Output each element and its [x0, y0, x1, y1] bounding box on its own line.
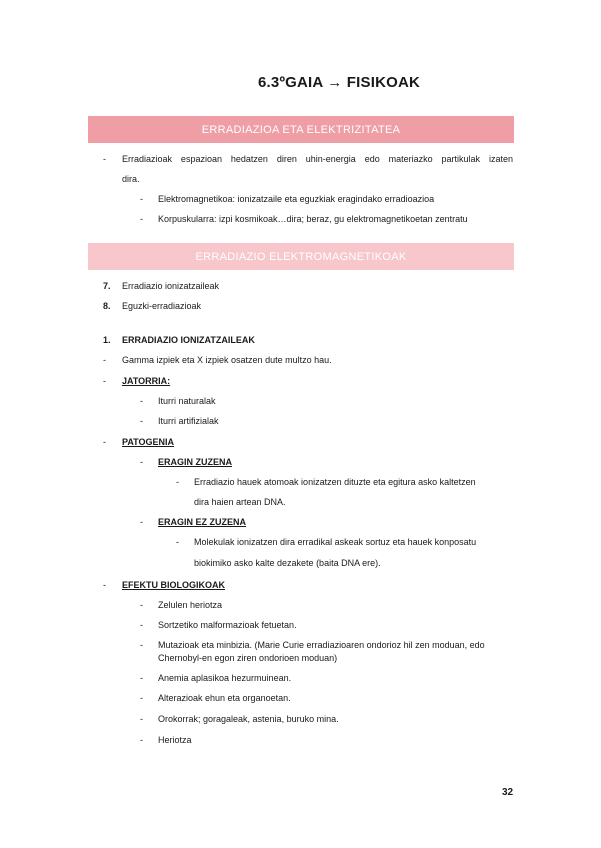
bullet-dash: -: [140, 214, 143, 224]
sub-item-korpuskularra: Korpuskularra: izpi kosmikoak…dira; beraz, gu elektromagnetikoetan zentratu: [158, 214, 468, 224]
efektu-heading: EFEKTU BIOLOGIKOAK: [122, 580, 225, 590]
section-heading-text: ERRADIAZIO ELEKTROMAGNETIKOAK: [195, 250, 407, 263]
jatorria-item: Iturri artifizialak: [158, 416, 219, 426]
bullet-dash: -: [103, 580, 106, 590]
bullet-dash: -: [103, 355, 106, 365]
section-heading-text: ERRADIAZIOA ETA ELEKTRIZITATEA: [201, 123, 401, 136]
patogenia-heading: PATOGENIA: [122, 437, 175, 447]
intro-line-1: Erradiazioak espazioan hedatzen diren uhin-energia edo materiazko partikulak izaten: [122, 154, 513, 164]
bullet-dash: -: [103, 437, 106, 447]
sub-item-elektromagnetikoa: Elektromagnetikoa: ionizatzaile eta eguzkiak eragindako erradioazioa: [158, 194, 435, 204]
jatorria-heading: JATORRIA:: [122, 376, 171, 386]
subsection-heading: ERRADIAZIO IONIZATZAILEAK: [122, 335, 255, 345]
efektu-item: Mutazioak eta minbizia. (Marie Curie erradiazioaren ondorioz hil zen moduan, edo: [158, 640, 485, 650]
bullet-dash: -: [140, 714, 143, 724]
bullet-dash: -: [140, 517, 143, 527]
eragin-zuzena-line-1: Erradiazio hauek atomoak ionizatzen dituzte eta egitura asko kaltetzen: [194, 477, 476, 487]
eragin-zuzena-heading: ERAGIN ZUZENA: [158, 457, 232, 467]
list-number: 8.: [103, 301, 111, 311]
bullet-dash: -: [140, 396, 143, 406]
subsection-number: 1.: [103, 335, 111, 345]
bullet-dash: -: [140, 416, 143, 426]
bullet-dash: -: [103, 154, 106, 164]
intro-line-2: dira.: [122, 174, 140, 184]
bullet-dash: -: [140, 735, 143, 745]
efektu-item: Anemia aplasikoa hezurmuinean.: [158, 673, 292, 683]
bullet-dash: -: [140, 620, 143, 630]
bullet-dash: -: [140, 194, 143, 204]
bullet-dash: -: [140, 640, 143, 650]
page-title: 6.3ºGAIA → FISIKOAK: [258, 74, 421, 91]
eragin-ez-line-1: Molekulak ionizatzen dira erradikal askeak sortuz eta hauek konposatu: [194, 537, 477, 547]
bullet-dash: -: [140, 457, 143, 467]
efektu-item: Sortzetiko malformazioak fetuetan.: [158, 620, 297, 630]
section-heading-elektromagnetikoak: [88, 243, 514, 270]
bullet-dash: -: [103, 376, 106, 386]
bullet-dash: -: [140, 693, 143, 703]
list-item: Eguzki-erradiazioak: [122, 301, 202, 311]
list-number: 7.: [103, 281, 111, 291]
gamma-text: Gamma izpiek eta X izpiek osatzen dute multzo hau.: [122, 355, 332, 365]
efektu-item: Heriotza: [158, 735, 192, 745]
list-item: Erradiazio ionizatzaileak: [122, 281, 220, 291]
bullet-dash: -: [140, 600, 143, 610]
efektu-item-continued: Chernobyl-en egon ziren ondorioen moduan): [158, 653, 338, 663]
efektu-item: Alterazioak ehun eta organoetan.: [158, 693, 291, 703]
bullet-dash: -: [176, 537, 179, 547]
eragin-ez-zuzena-heading: ERAGIN EZ ZUZENA: [158, 517, 247, 527]
bullet-dash: -: [176, 477, 179, 487]
section-heading-erradiazioa: [88, 116, 514, 143]
eragin-ez-line-2: biokimiko asko kalte dezakete (baita DNA ere).: [194, 558, 381, 568]
bullet-dash: -: [140, 673, 143, 683]
efektu-item: Zelulen heriotza: [158, 600, 223, 610]
page-number: 32: [502, 787, 514, 798]
jatorria-item: Iturri naturalak: [158, 396, 216, 406]
eragin-zuzena-line-2: dira haien artean DNA.: [194, 497, 286, 507]
efektu-item: Orokorrak; goragaleak, astenia, buruko mina.: [158, 714, 339, 724]
